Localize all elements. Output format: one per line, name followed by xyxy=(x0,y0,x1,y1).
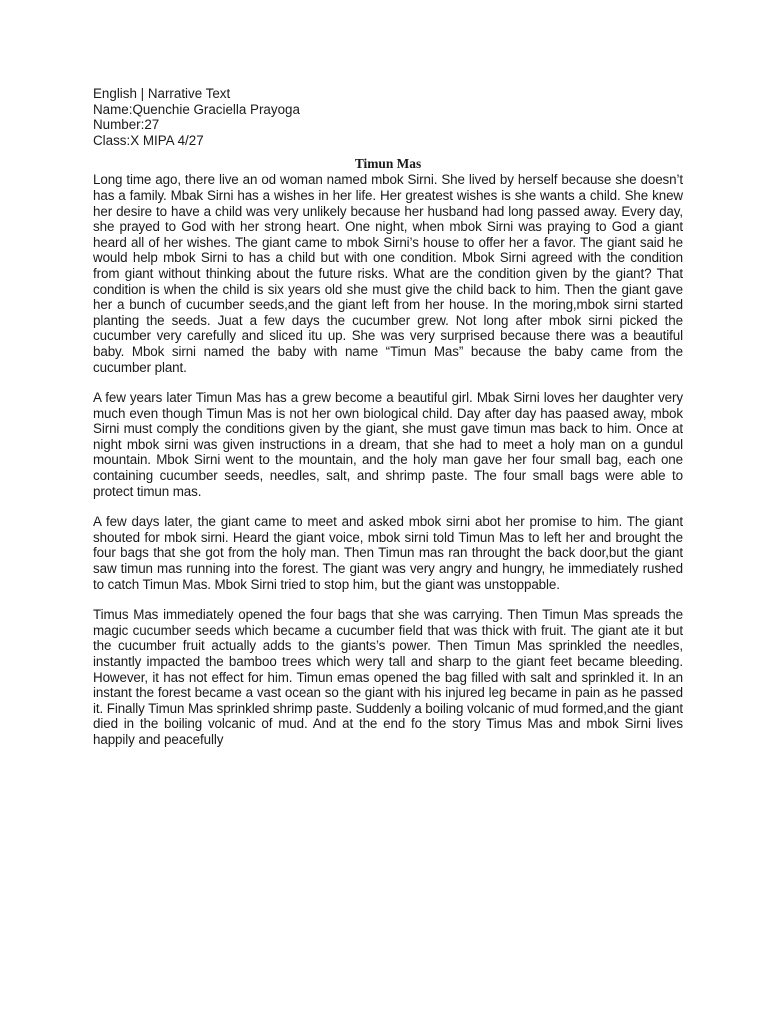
document-body xyxy=(93,86,683,748)
paragraph-2: A few years later Timun Mas has a grew become a beautiful girl. Mbak Sirni loves her daughter very much even though Timun Mas is not her own biological child. Day after day has paased away, mbok Sirni must comply the conditions given by the giant, she must gave timun mas back to him. Once at night mbok sirni was given instructions in a dream, that she had to meet a holy man on a gundul mountain. Mbok Sirni went to the mountain, and the holy man gave her four small bag, each one containing cucumber seeds, needles, salt, and shrimp paste. The four small bags were able to protect timun mas. xyxy=(93,390,683,499)
header-name: Name:Quenchie Graciella Prayoga xyxy=(93,101,300,117)
paragraph-3: A few days later, the giant came to meet and asked mbok sirni abot her promise to him. The giant shouted for mbok sirni. Heard the giant voice, mbok sirni told Timun Mas to left her and brought the four bags that she got from the holy man. Then Timun mas ran throught the back door,but the giant saw timun mas running into the forest. The giant was very angry and hungry, he immediately rushed to catch Timun Mas. Mbok Sirni tried to stop him, but the giant was unstoppable. xyxy=(93,514,683,592)
header-class: Class:X MIPA 4/27 xyxy=(93,132,204,148)
story-title: Timun Mas xyxy=(354,156,422,172)
header-subject: English | Narrative Text xyxy=(93,86,231,101)
document-header xyxy=(93,86,683,148)
paragraph-1: Long time ago, there live an od woman named mbok Sirni. She lived by herself because she doesn’t has a family. Mbak Sirni has a wishes in her life. Her greatest wishes is she wants a child. She knew her desire to have a child was very unlikely because her husband had long passed away. Every day, she prayed to God with her strong heart. One night, when mbok Sirni was praying to God a giant heard all of her wishes. The giant came to mbok Sirni’s house to offer her a favor. The giant said he would help mbok Sirni to has a child but with one condition. Mbok Sirni agreed with the condition from giant without thinking about the future risks. What are the condition given by the giant? That condition is when the child is six years old she must give the child back to him. Then the giant gave her a bunch of cucumber seeds,and the giant left from her house. In the moring,mbok sirni started planting the seeds. Juat a few days the cucumber grew. Not long after mbok sirni picked the cucumber very carefully and sliced itu up. She was very surprised because there was a beautiful baby. Mbok sirni named the baby with name “Timun Mas” because the baby came from the cucumber plant. xyxy=(93,172,683,375)
header-number: Number:27 xyxy=(93,117,160,133)
paragraph-4: Timus Mas immediately opened the four bags that she was carrying. Then Timun Mas spreads the magic cucumber seeds which became a cucumber field that was thick with fruit. The giant ate it but the cucumber fruit actually adds to the giants’s power. Then Timun Mas sprinkled the needles, instantly impacted the bamboo trees which wery tall and sharp to the giant feet became bleeding. However, it has not effect for him. Timun emas opened the bag filled with salt and sprinkled it. In an instant the forest became a vast ocean so the giant with his injured leg became in pain as he passed it. Finally Timun Mas sprinkled shrimp paste. Suddenly a boiling volcanic of mud formed,and the giant died in the boiling volcanic of mud. And at the end fo the story Timus Mas and mbok Sirni lives happily and peacefully xyxy=(93,607,683,747)
